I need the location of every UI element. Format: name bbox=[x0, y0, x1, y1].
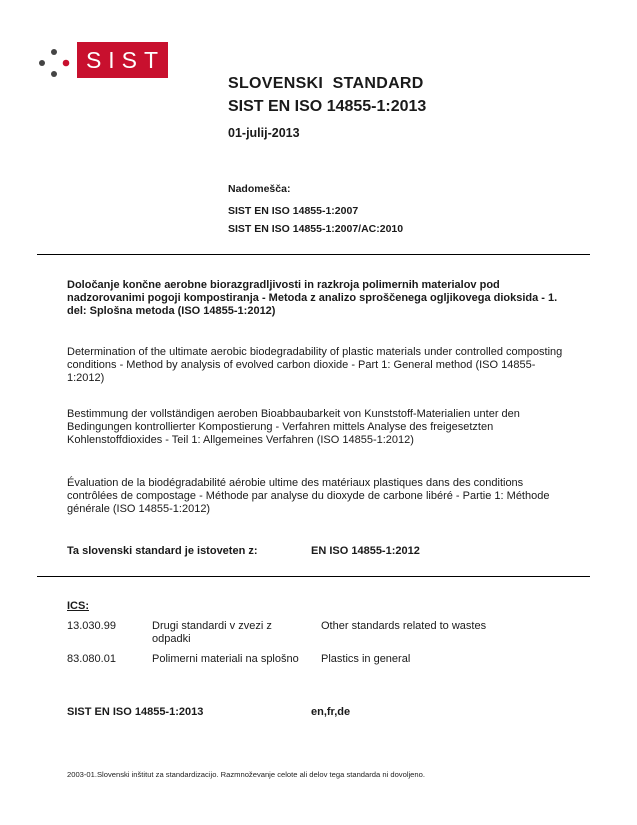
sist-logo-dots bbox=[37, 45, 71, 81]
replaces-item: SIST EN ISO 14855-1:2007 bbox=[228, 205, 359, 217]
ics-code: 13.030.99 bbox=[67, 620, 116, 632]
ics-code: 83.080.01 bbox=[67, 653, 116, 665]
ics-heading: ICS: bbox=[67, 600, 89, 612]
identical-label: Ta slovenski standard je istoveten z: bbox=[67, 545, 258, 557]
divider bbox=[37, 254, 590, 255]
footer-standard-code: SIST EN ISO 14855-1:2013 bbox=[67, 706, 204, 718]
title-slovenian: Določanje končne aerobne biorazgradljivosti in razkroja polimernih materialov pod nadzorovanimi pogoji kompostiranja - Metoda z analizo sproščenega ogljikovega dioksida - 1. del: Splošna metoda (ISO 14855-1:2012) bbox=[67, 279, 558, 317]
standard-label: SLOVENSKI STANDARD bbox=[228, 75, 424, 92]
title-english: Determination of the ultimate aerobic biodegradability of plastic materials under controlled composting conditions - Method by analysis of evolved carbon dioxide - Part 1: General method (ISO 14855-1:2012) bbox=[67, 346, 563, 384]
standard-code: SIST EN ISO 14855-1:2013 bbox=[228, 98, 427, 115]
replaces-heading: Nadomešča: bbox=[228, 183, 291, 195]
sist-logo bbox=[77, 42, 168, 78]
copyright-notice: 2003-01.Slovenski inštitut za standardizacijo. Razmnoževanje celote ali delov tega standarda ni dovoljeno. bbox=[67, 770, 425, 779]
title-french: Évaluation de la biodégradabilité aérobie ultime des matériaux plastiques dans des conditions contrôlées de compostage - Méthode par analyse du dioxyde de carbone libéré - Partie 1: Méthode générale (ISO 14855-1:2012) bbox=[67, 477, 550, 515]
footer-languages: en,fr,de bbox=[311, 706, 351, 718]
title-german: Bestimmung der vollständigen aeroben Bioabbaubarkeit von Kunststoff-Materialien unter den Bedingungen kontrollierter Kompostierung - Verfahren mittels Analyse des freigesetzten Kohlenstoffdioxides - Teil 1: Allgemeines Verfahren (ISO 14855-1:2012) bbox=[67, 408, 520, 446]
identical-value: EN ISO 14855-1:2012 bbox=[311, 545, 420, 557]
ics-description-sl: Polimerni materiali na splošno bbox=[152, 653, 299, 665]
divider bbox=[37, 576, 590, 577]
ics-description-sl: Drugi standardi v zvezi z odpadki bbox=[152, 620, 272, 645]
sist-logo-text: SIST bbox=[85, 46, 166, 73]
ics-description-en: Plastics in general bbox=[321, 653, 411, 665]
ics-description-en: Other standards related to wastes bbox=[321, 620, 487, 632]
standard-date: 01-julij-2013 bbox=[228, 126, 300, 140]
replaces-item: SIST EN ISO 14855-1:2007/AC:2010 bbox=[228, 223, 404, 235]
